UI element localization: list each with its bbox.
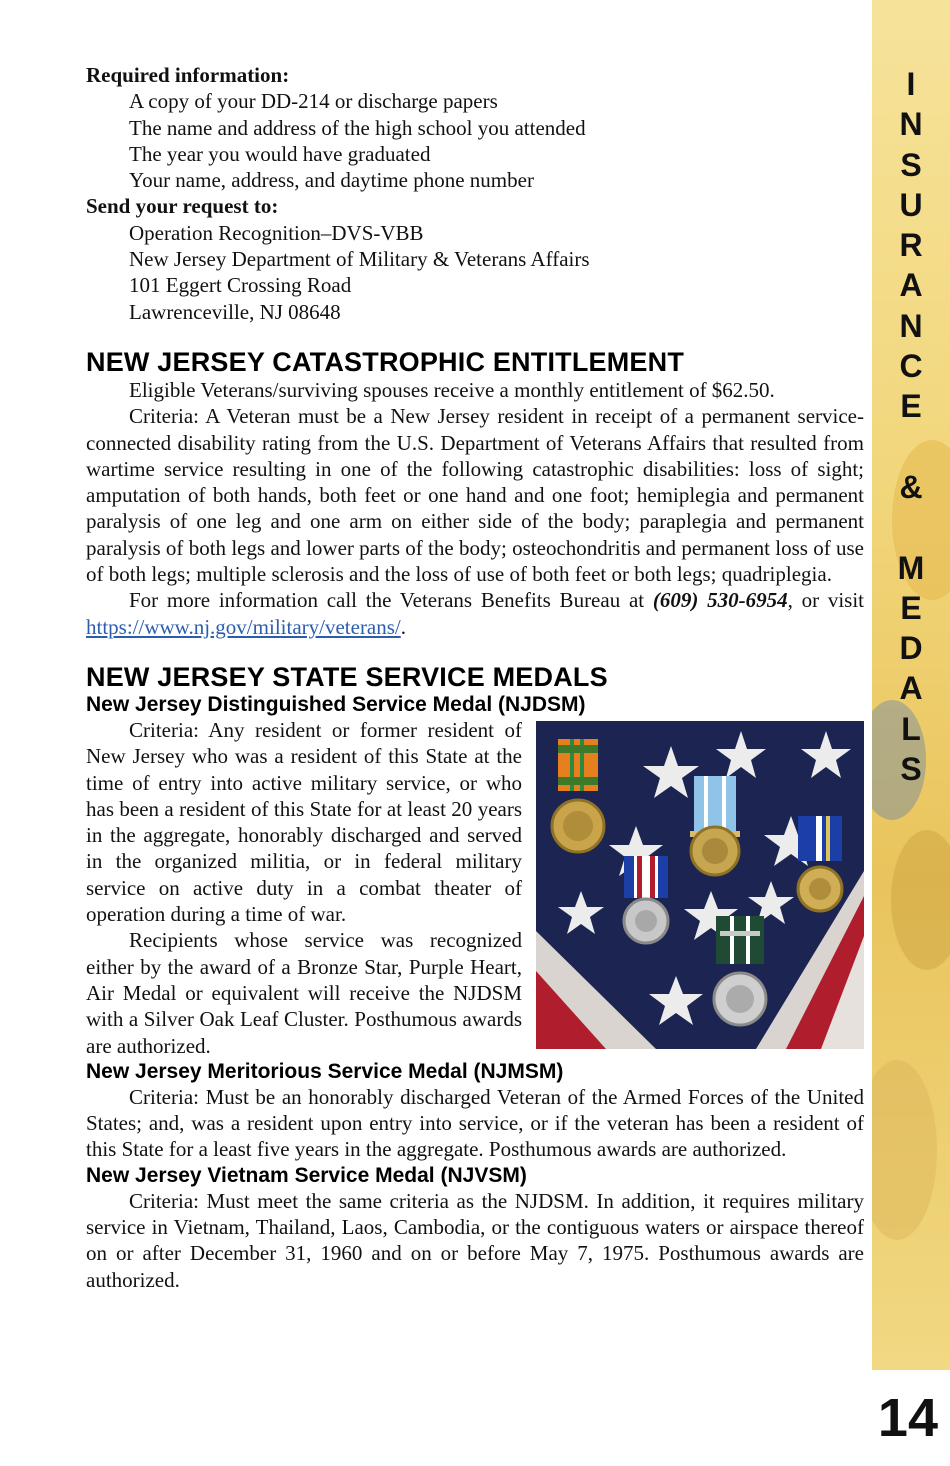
catastrophic-paragraph: Eligible Veterans/surviving spouses receive a monthly entitlement of $62.50. [129,377,775,402]
njvsm-criteria-paragraph: Criteria: Must meet the same criteria as the NJDSM. In addition, it requires military service in Vietnam, Thailand, Laos, Cambodia, or the contiguous waters or airspace thereof on or after December 31, 1960 and on or before May 7, 1975. Posthumous awards are authorized. [86,1188,864,1292]
tab-letter: S [900,146,922,183]
contact-text: . [400,614,407,639]
medals-on-flag-image [536,721,864,1049]
catastrophic-heading: NEW JERSEY CATASTROPHIC ENTITLEMENT [86,346,685,377]
njdsm-criteria-paragraph: Criteria: Any resident or former resident of New Jersey who was a resident of this State at the time of entry into active military service, or who has been a resident of this State for at least 20 years in the aggregate, honorably discharged and served in the organized militia, or in federal military service on active duty in a combat theater of operation during a time of war. [86,717,522,927]
tab-letter: & [899,468,923,505]
njdsm-recipients-paragraph: Recipients whose service was recognized either by the award of a Bronze Star, Purple Heart, Air Medal or equivalent will receive the NJDSM with a Silver Oak Leaf Cluster. Posthumous awards are authorized. [86,928,522,1058]
required-info-section [86,62,864,193]
page-content [86,62,864,1293]
required-item: The name and address of the high school you attended [129,115,586,140]
tab-letter: D [899,630,923,667]
tab-letter: E [900,589,922,626]
tab-letter: C [899,348,923,385]
medals-heading: NEW JERSEY STATE SERVICE MEDALS [86,661,608,692]
catastrophic-contact-paragraph [86,587,864,640]
tab-letter: U [899,186,923,223]
phone-number: (609) 530-6954 [652,588,788,613]
tab-letter: A [899,670,923,707]
address-line: Operation Recognition–DVS-VBB [129,220,424,245]
send-request-section [86,193,864,324]
address-line: 101 Eggert Crossing Road [129,273,352,298]
tab-letter: M [897,549,925,586]
njdsm-heading: New Jersey Distinguished Service Medal (NJDSM) [86,692,586,716]
tab-letter: E [900,388,922,425]
tab-letter: N [899,307,923,344]
page-number: 14 [877,1388,938,1448]
send-request-label: Send your request to: [86,194,279,219]
contact-text: , or visit [787,588,865,613]
tab-letters [872,64,950,789]
njmsm-criteria-paragraph: Criteria: Must be an honorably discharged Veteran of the Armed Forces of the United States; and, was a resident upon entry into service, or if the veteran has been a resident of this State for a least five years in the aggregate. Posthumous awards are authorized. [86,1084,864,1162]
address-line: Lawrenceville, NJ 08648 [129,299,341,324]
tab-spacer [872,507,950,547]
required-info-label: Required information: [86,63,290,87]
tab-letter: S [900,751,922,788]
contact-text: For more information call the Veterans Benefits Bureau at [129,588,653,613]
tab-letter: A [899,267,923,304]
required-item: A copy of your DD-214 or discharge papers [129,89,498,114]
required-item: The year you would have graduated [129,141,431,166]
njvsm-heading: New Jersey Vietnam Service Medal (NJVSM) [86,1163,527,1187]
required-item: Your name, address, and daytime phone number [129,168,534,193]
njmsm-heading: New Jersey Meritorious Service Medal (NJMSM) [86,1059,564,1083]
veterans-website-link[interactable]: https://www.nj.gov/military/veterans/ [86,614,401,639]
medals-photo [536,721,864,1049]
tab-letter: R [899,227,923,264]
tab-letter: L [901,710,921,747]
tab-letter: I [906,66,916,102]
tab-letter: N [899,106,923,143]
tab-spacer [872,427,950,467]
catastrophic-criteria-paragraph: Criteria: A Veteran must be a New Jersey resident in receipt of a permanent service-connected disability rating from the U.S. Department of Veterans Affairs that resulted from wartime service resulting in one of the following catastrophic disabilities: loss of sight; amputation of both hands, both feet or one hand and one foot; hemiplegia and permanent paralysis of one leg and one arm on either side of the body; paraplegia and permanent paralysis of both legs and lower parts of the body; osteochondritis and permanent loss of use of both legs; multiple sclerosis and the loss of use of both feet or both legs; quadriplegia. [86,404,864,587]
medal-meritorious-service [690,776,740,875]
section-side-tab [872,0,950,1466]
address-line: New Jersey Department of Military & Veterans Affairs [129,247,590,272]
